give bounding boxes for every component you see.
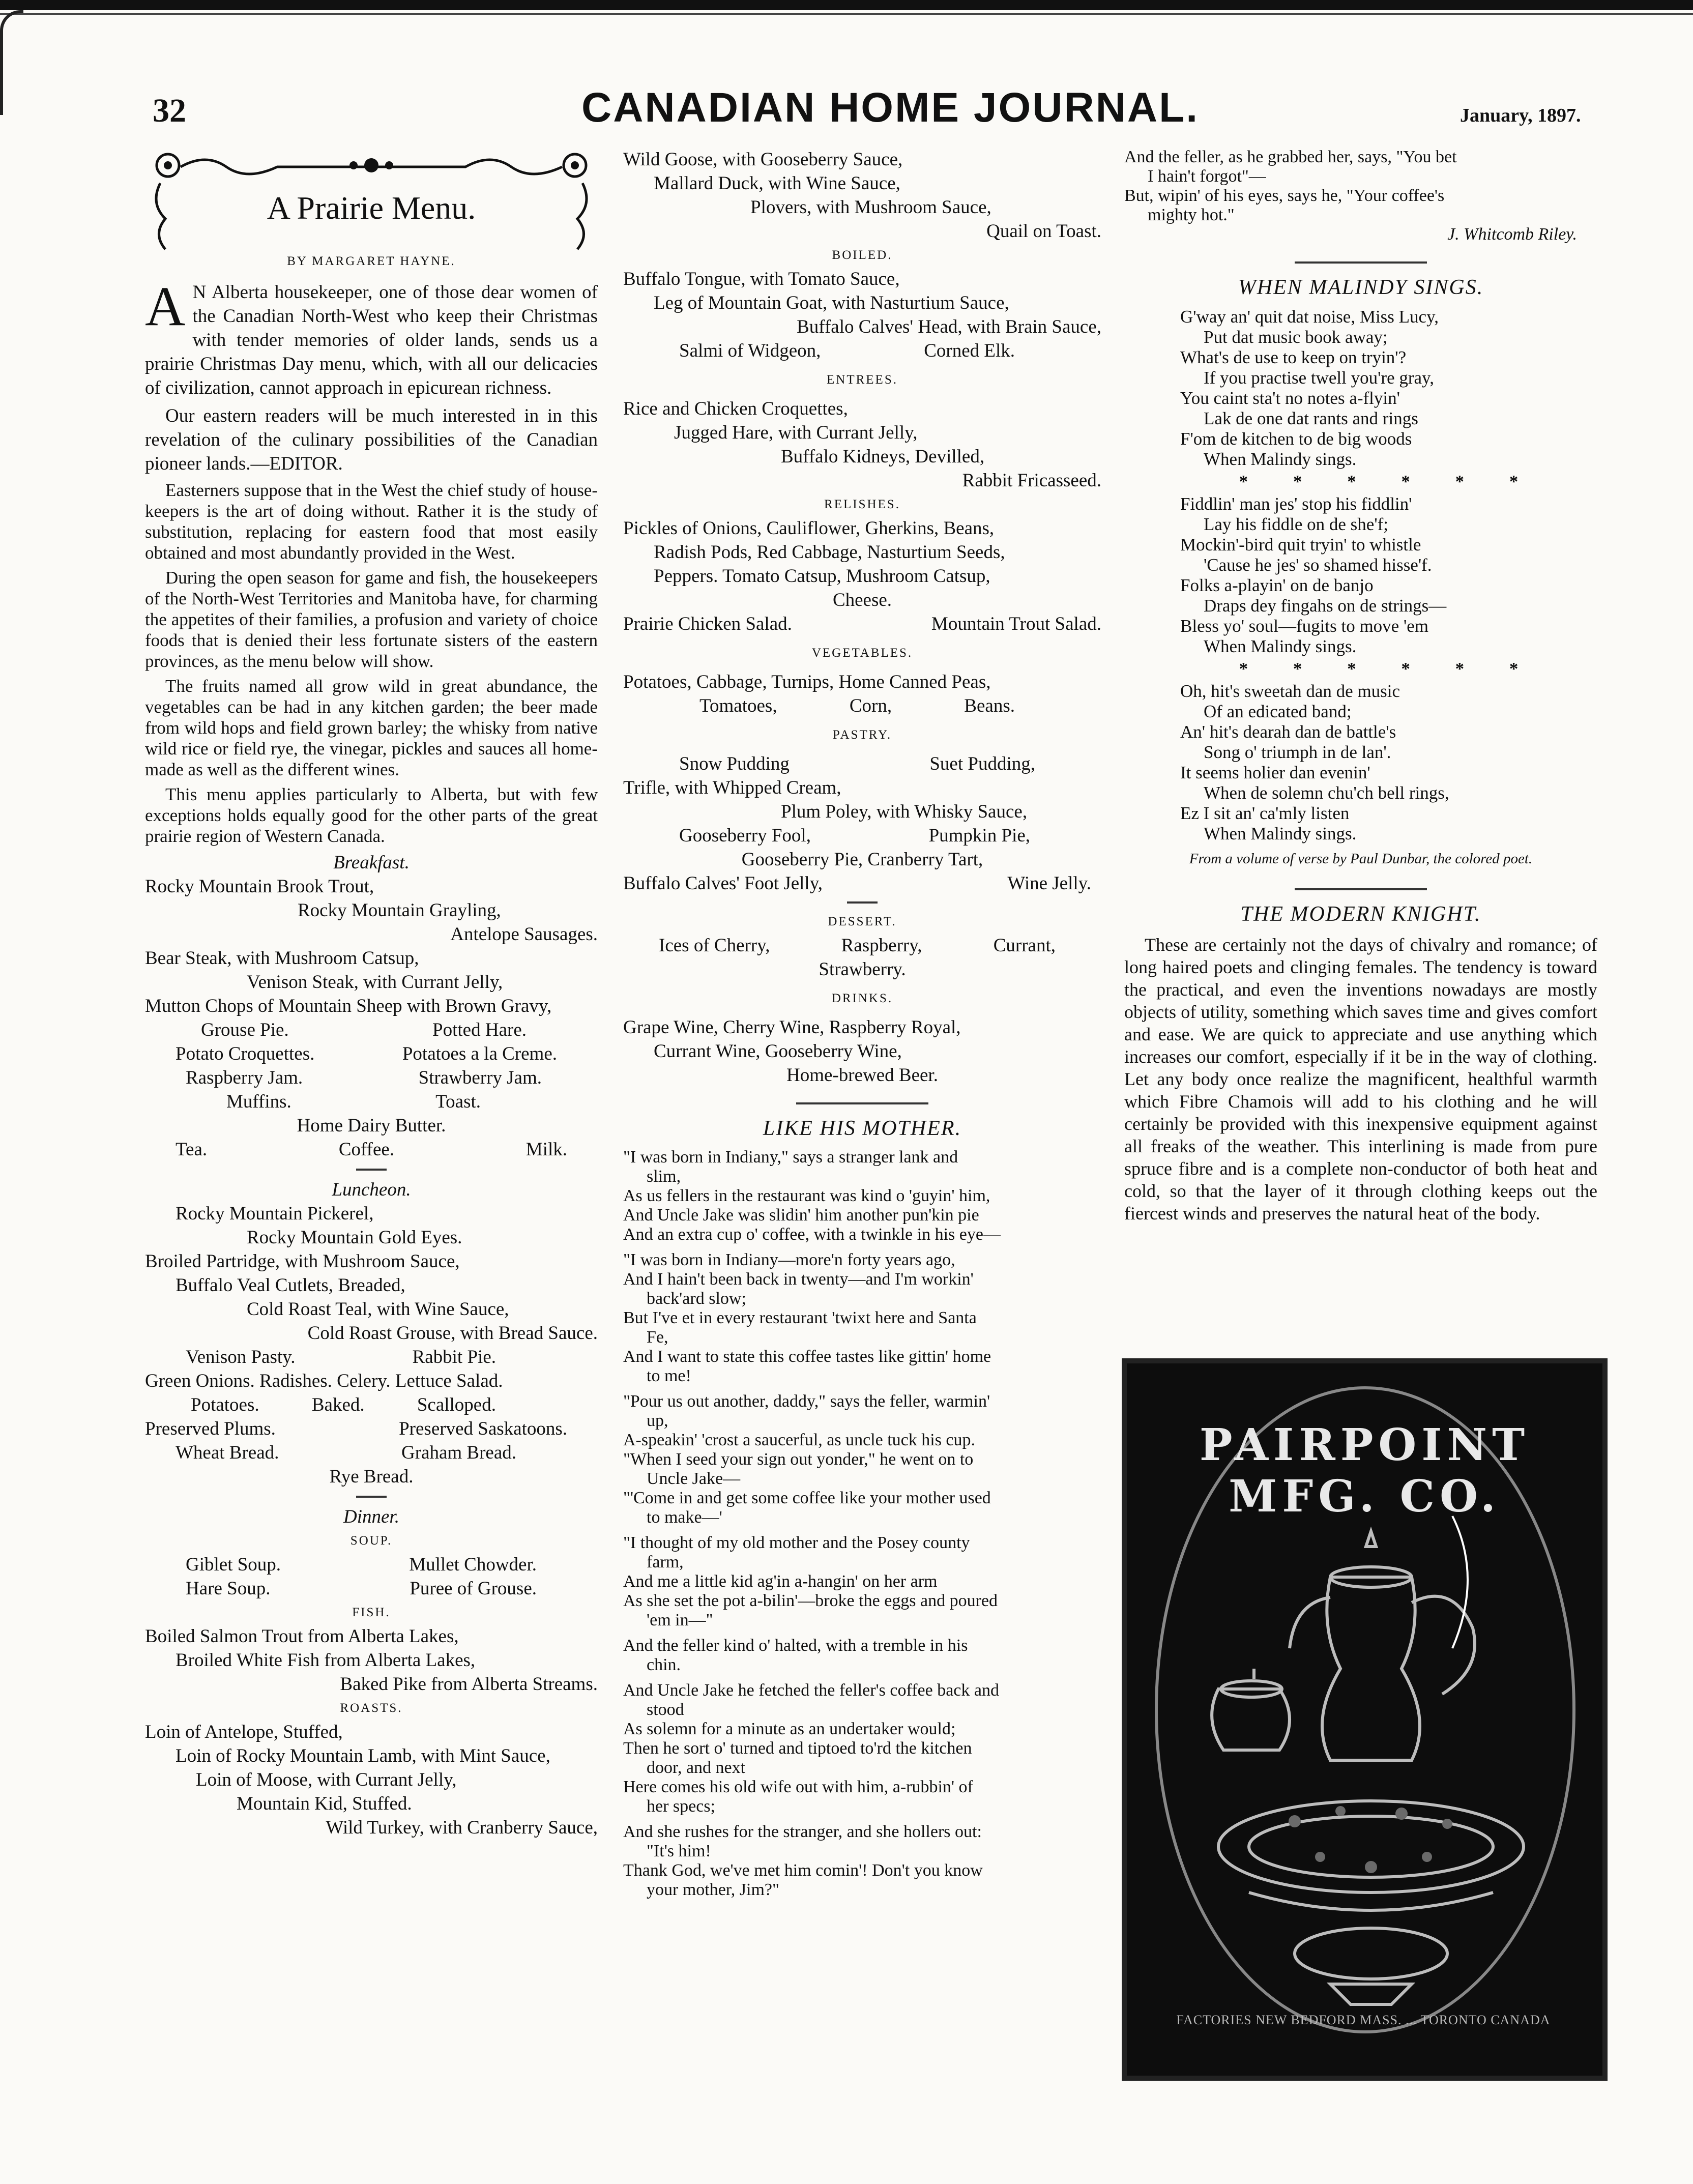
title-ornament — [145, 148, 598, 254]
issue-date: January, 1897. — [1460, 105, 1581, 126]
menu-line: Plum Poley, with Whisky Sauce, — [781, 801, 1028, 822]
menu-line: Bear Steak, with Mushroom Catsup, — [145, 948, 419, 969]
poem-line: Folks a-playin' on de banjo — [1180, 575, 1374, 595]
menu-line: Broiled White Fish from Alberta Lakes, — [176, 1650, 476, 1671]
menu-line: Broiled Partridge, with Mushroom Sauce, — [145, 1251, 460, 1272]
menu-line: Rocky Mountain Gold Eyes. — [247, 1227, 462, 1248]
poem-line: Uncle Jake— — [647, 1469, 741, 1488]
menu-item: Potatoes a la Creme. — [402, 1043, 557, 1064]
dinner-heading: Dinner. — [343, 1506, 399, 1527]
menu-item: Preserved Plums. — [145, 1418, 276, 1439]
poem-line: Then he sort o' turned and tiptoed to'rd the kitchen — [623, 1739, 972, 1758]
top-rule-thin — [0, 13, 1693, 15]
poem-line: An' hit's dearah dan de battle's — [1180, 722, 1396, 742]
top-rule — [0, 0, 1693, 10]
menu-line: Buffalo Calves' Head, with Brain Sauce, — [797, 316, 1101, 337]
menu-item: Salmi of Widgeon, — [679, 340, 821, 361]
stars-divider: * * * * * * — [1239, 659, 1539, 679]
menu-line: Antelope Sausages. — [450, 924, 598, 945]
divider — [1295, 261, 1427, 264]
menu-line: Plovers, with Mushroom Sauce, — [750, 197, 991, 218]
poem-line: And Uncle Jake was slidin' him another pun'kin pie — [623, 1206, 979, 1225]
menu-line — [623, 824, 1101, 848]
poem-line: And I want to state this coffee tastes like gittin' home — [623, 1347, 991, 1366]
menu-line: Rye Bread. — [329, 1466, 414, 1487]
drinks-heading: DRINKS. — [831, 992, 893, 1005]
menu-item: Muffins. — [226, 1091, 291, 1112]
menu-item: Prairie Chicken Salad. — [623, 614, 792, 634]
page-number: 32 — [153, 92, 186, 129]
menu-item: Currant, — [993, 935, 1056, 956]
vegetables-heading: VEGETABLES. — [811, 646, 913, 660]
menu-line — [145, 1042, 598, 1066]
poem-line: A-speakin' 'crost a saucerful, as uncle tuck his cup. — [623, 1431, 976, 1449]
menu-item: Giblet Soup. — [186, 1554, 281, 1575]
menu-line — [145, 1090, 598, 1114]
menu-line — [145, 1577, 598, 1600]
poem-line: 'Cause he jes' so shamed hisse'f. — [1204, 555, 1432, 575]
poem-line: F'om de kitchen to de big woods — [1180, 429, 1412, 449]
soup-heading: SOUP. — [350, 1534, 393, 1548]
poem-line: up, — [647, 1411, 668, 1430]
menu-line: Rocky Mountain Pickerel, — [176, 1203, 374, 1224]
menu-line: Cold Roast Teal, with Wine Sauce, — [247, 1299, 509, 1320]
poem-line: Fiddlin' man jes' stop his fiddlin' — [1180, 494, 1412, 514]
menu-item: Grouse Pie. — [201, 1020, 289, 1040]
poem-line: When de solemn chu'ch bell rings, — [1204, 783, 1449, 803]
menu-line: Home Dairy Butter. — [297, 1115, 446, 1136]
menu-line — [623, 934, 1101, 957]
journal-title: CANADIAN HOME JOURNAL. — [581, 84, 1199, 131]
poem-line: farm, — [647, 1553, 684, 1571]
menu-line: Rice and Chicken Croquettes, — [623, 398, 848, 419]
poem-line: And the feller kind o' halted, with a tremble in his — [623, 1636, 968, 1655]
menu-line: Trifle, with Whipped Cream, — [623, 777, 841, 798]
menu-line: Mountain Kid, Stuffed. — [237, 1793, 412, 1814]
menu-line: Pickles of Onions, Cauliflower, Gherkins, Beans, — [623, 518, 995, 539]
ad-footer: FACTORIES NEW BEDFORD MASS. ... TORONTO CANADA — [1176, 2013, 1551, 2027]
article-paragraph: The fruits named all grow wild in great abundance, the vegetables can be had in any kitchen garden; the beer made from wild hops and field grown barley; the whisky from native wild rice or field rye, the vinegar, pickles and sauces all home-made as well as the different wines. — [145, 676, 598, 779]
luncheon-heading: Luncheon. — [332, 1179, 411, 1200]
menu-item: Scalloped. — [417, 1394, 496, 1415]
poem-line: Put dat music book away; — [1204, 327, 1388, 347]
menu-line: Radish Pods, Red Cabbage, Nasturtium Seeds, — [654, 542, 1005, 563]
poem-line: mighty hot." — [1148, 206, 1235, 224]
menu-line — [145, 1553, 598, 1577]
poem-line: And the feller, as he grabbed her, says, "You bet — [1124, 148, 1457, 166]
article-paragraph: Easterners suppose that in the West the chief study of house-keepers is the art of doing without. Rather it is the study of substitution, replacing for eastern food that most easily obtained and most abundantly provided in the West. — [145, 480, 598, 563]
menu-line: Potatoes, Cabbage, Turnips, Home Canned Peas, — [623, 672, 991, 692]
menu-item: Baked. — [311, 1394, 365, 1415]
poem-line: And I hain't been back in twenty—and I'm workin' — [623, 1270, 974, 1289]
menu-item: Gooseberry Fool, — [679, 825, 811, 846]
poem-line: But, wipin' of his eyes, says he, "Your coffee's — [1124, 186, 1445, 205]
divider — [847, 901, 878, 904]
poem-line: your mother, Jim?" — [647, 1880, 779, 1899]
poem-line: slim, — [647, 1167, 681, 1186]
mother-poem — [623, 1148, 1101, 1900]
poem-line: "'Come in and get some coffee like your mother used — [623, 1489, 991, 1507]
article-paragraph: This menu applies particularly to Alberta, but with few exceptions holds equally good for the other parts of the great prairie region of Western Canada. — [145, 784, 598, 846]
poem-line: As solemn for a minute as an undertaker would; — [623, 1720, 956, 1738]
menu-line — [145, 1417, 598, 1441]
menu-line: Cold Roast Grouse, with Bread Sauce. — [307, 1323, 598, 1344]
menu-item: Potatoes. — [191, 1394, 259, 1415]
menu-item: Coffee. — [338, 1139, 395, 1160]
mother-poem-end — [1124, 148, 1597, 244]
stars-divider: * * * * * * — [1239, 472, 1539, 491]
divider — [1295, 888, 1427, 890]
poem-line: "I thought of my old mother and the Posey county — [623, 1533, 970, 1552]
column-1 — [145, 148, 598, 1840]
poem-line: G'way an' quit dat noise, Miss Lucy, — [1180, 307, 1439, 327]
breakfast-heading: Breakfast. — [333, 852, 410, 873]
menu-line: Boiled Salmon Trout from Alberta Lakes, — [145, 1626, 459, 1647]
menu-line: Baked Pike from Alberta Streams. — [340, 1674, 598, 1695]
menu-line — [623, 871, 1101, 895]
menu-line: Loin of Rocky Mountain Lamb, with Mint Sauce, — [176, 1745, 550, 1766]
intro-text: N Alberta housekeeper, one of those dear women of the Canadian North-West who keep their Christmas with tender memories of older lands, sends us a prairie Christmas Day menu, which, with all our delicacies of civilization, cannot approach in epicurean richness. — [145, 282, 598, 398]
menu-line — [145, 1441, 598, 1465]
poem-line: to me! — [647, 1366, 691, 1385]
poem-line: Mockin'-bird quit tryin' to whistle — [1180, 535, 1421, 555]
menu-line: Green Onions. Radishes. Celery. Lettuce Salad. — [145, 1371, 503, 1391]
menu-line — [145, 1345, 598, 1369]
menu-line: Grape Wine, Cherry Wine, Raspberry Royal, — [623, 1017, 961, 1038]
menu-line: Wild Goose, with Gooseberry Sauce, — [623, 149, 903, 170]
menu-item: Strawberry Jam. — [418, 1067, 542, 1088]
menu-item: Venison Pasty. — [186, 1347, 296, 1367]
poem-line: Fe, — [647, 1328, 668, 1347]
menu-line — [145, 1018, 598, 1042]
poem-line: door, and next — [647, 1758, 746, 1777]
poem-line: And she rushes for the stranger, and she hollers out: — [623, 1822, 982, 1841]
menu-line: Venison Steak, with Currant Jelly, — [247, 972, 503, 993]
menu-line: Home-brewed Beer. — [786, 1065, 938, 1086]
poem-source: From a volume of verse by Paul Dunbar, the colored poet. — [1189, 851, 1533, 867]
poem-line: What's de use to keep on tryin'? — [1180, 347, 1407, 367]
ad-brand: PAIRPOINT MFG. CO. — [1199, 1419, 1530, 1522]
menu-line: Loin of Moose, with Currant Jelly, — [196, 1769, 457, 1790]
malindy-poem-title: WHEN MALINDY SINGS. — [1238, 276, 1484, 299]
menu-line — [623, 752, 1101, 776]
poem-line: Lak de one dat rants and rings — [1204, 409, 1418, 428]
menu-item: Puree of Grouse. — [410, 1578, 537, 1599]
menu-item: Suet Pudding, — [929, 753, 1035, 774]
poem-line: When Malindy sings. — [1204, 449, 1357, 469]
divider — [356, 1496, 387, 1498]
article-paragraph: During the open season for game and fish, the housekeepers of the North-West Territories and Manitoba have, for charming the appetites of their families, a profusion and variety of choice foods that is denied their less fortunate sisters of the eastern provinces, as the menu below will show. — [145, 568, 598, 671]
poem-line: And me a little kid ag'in a-hangin' on her arm — [623, 1572, 938, 1591]
malindy-poem — [1124, 307, 1597, 844]
menu-item: Milk. — [526, 1139, 567, 1160]
knight-body: These are certainly not the days of chivalry and romance; of long haired poets and clinging females. The tendency is toward the practical, and even the inventions nowadays are mostly objects of utility, something which saves time and gives comfort and ease. We are quick to appreciate and use anything which increases our comfort, especially if it be in the way of clothing. Let any body once realize the magnificent, healthful warmth which Fibre Chamois will add to his clothing and he will certainly be provided with this inexpensive equipment against all freaks of the weather. This interlining is made from pure spruce fibre and is a complete non-conductor of both heat and cold, so that the layer of it through clothing keeps out the fiercest winds and preserves the natural heat of the body. — [1124, 935, 1597, 1224]
menu-line: Gooseberry Pie, Cranberry Tart, — [741, 849, 983, 870]
menu-item: Corned Elk. — [924, 340, 1015, 361]
menu-item: Beans. — [964, 695, 1015, 716]
poem-line: And Uncle Jake he fetched the feller's coffee back and — [623, 1681, 999, 1700]
poem-line: When Malindy sings. — [1204, 636, 1357, 656]
poem-line: back'ard slow; — [647, 1289, 746, 1308]
menu-line: Buffalo Veal Cutlets, Breaded, — [176, 1275, 405, 1296]
relishes-heading: RELISHES. — [824, 498, 900, 511]
menu-item: Potted Hare. — [432, 1020, 527, 1040]
drop-cap: A — [145, 275, 186, 337]
roasts-heading: ROASTS. — [340, 1701, 403, 1715]
silverware-illustration-icon — [1127, 1363, 1602, 2076]
poem-line: As she set the pot a-bilin'—broke the eggs and poured — [623, 1591, 998, 1610]
dessert-heading: DESSERT. — [828, 915, 897, 928]
article-title: A Prairie Menu. — [267, 190, 476, 226]
menu-line: Peppers. Tomato Catsup, Mushroom Catsup, — [654, 566, 990, 587]
poem-line: Of an edicated band; — [1204, 702, 1352, 721]
poem-line: "I was born in Indiany," says a stranger lank and — [623, 1148, 958, 1167]
menu-line: Jugged Hare, with Currant Jelly, — [674, 422, 918, 443]
poem-line: to make—' — [647, 1508, 722, 1527]
divider — [356, 1169, 387, 1171]
poem-line: I hain't forgot"— — [1148, 167, 1266, 186]
knight-title: THE MODERN KNIGHT. — [1240, 902, 1481, 926]
poem-author: J. Whitcomb Riley. — [1447, 225, 1577, 244]
poem-line: Thank God, we've met him comin'! Don't you know — [623, 1861, 983, 1880]
menu-item: Pumpkin Pie, — [928, 825, 1030, 846]
menu-line: Rabbit Fricasseed. — [962, 470, 1101, 491]
menu-line: Buffalo Kidneys, Devilled, — [781, 446, 985, 467]
menu-line: Strawberry. — [819, 959, 906, 980]
poem-line: "It's him! — [647, 1842, 711, 1860]
poem-line: stood — [647, 1700, 684, 1719]
menu-line: Rocky Mountain Grayling, — [298, 900, 501, 921]
poem-line: Ez I sit an' ca'mly listen — [1180, 803, 1350, 823]
poem-line: Lay his fiddle on de she'f; — [1204, 514, 1389, 534]
menu-line: Mallard Duck, with Wine Sauce, — [654, 173, 900, 194]
menu-line: Cheese. — [832, 590, 892, 610]
menu-line — [145, 1138, 598, 1161]
column-3 — [1124, 148, 1597, 1229]
menu-line: Buffalo Tongue, with Tomato Sauce, — [623, 269, 900, 289]
byline: BY MARGARET HAYNE. — [287, 254, 456, 268]
poem-line: You caint sta't no notes a-flyin' — [1180, 388, 1400, 408]
poem-line: "Pour us out another, daddy," says the feller, warmin' — [623, 1392, 990, 1411]
menu-item: Hare Soup. — [186, 1578, 271, 1599]
entrees-heading: ENTREES. — [827, 373, 898, 387]
mother-poem-title: LIKE HIS MOTHER. — [763, 1117, 962, 1140]
menu-item: Tomatoes, — [699, 695, 777, 716]
menu-item: Raspberry, — [841, 935, 922, 956]
poem-line: Oh, hit's sweetah dan de music — [1180, 681, 1400, 701]
menu-line: Mutton Chops of Mountain Sheep with Brown Gravy, — [145, 996, 552, 1016]
pairpoint-advertisement — [1122, 1358, 1608, 2081]
menu-line — [145, 1393, 598, 1417]
intro-paragraph — [145, 275, 598, 400]
menu-line — [623, 612, 1101, 636]
poem-line: Here comes his old wife out with him, a-rubbin' of — [623, 1778, 973, 1796]
menu-item: Rabbit Pie. — [412, 1347, 496, 1367]
editor-note: Our eastern readers will be much interested in in this revelation of the culinary possibilities of the Canadian pioneer lands.—EDITOR. — [145, 405, 598, 474]
pastry-heading: PASTRY. — [832, 728, 892, 742]
menu-line: Wild Turkey, with Cranberry Sauce, — [326, 1817, 598, 1838]
poem-line: her specs; — [647, 1797, 716, 1816]
poem-line: "When I seed your sign out yonder," he went on to — [623, 1450, 974, 1469]
menu-line: Loin of Antelope, Stuffed, — [145, 1722, 343, 1742]
menu-item: Mountain Trout Salad. — [931, 614, 1101, 634]
menu-item: Mullet Chowder. — [409, 1554, 537, 1575]
menu-item: Toast. — [435, 1091, 481, 1112]
boiled-heading: BOILED. — [832, 248, 893, 262]
menu-line — [623, 694, 1101, 718]
menu-line — [145, 1066, 598, 1090]
fish-heading: FISH. — [352, 1606, 391, 1619]
menu-item: Potato Croquettes. — [176, 1043, 315, 1064]
page-edge-curl — [0, 10, 23, 115]
poem-line: 'em in—" — [647, 1611, 713, 1629]
menu-line: Quail on Toast. — [986, 221, 1101, 242]
menu-item: Buffalo Calves' Foot Jelly, — [623, 873, 823, 894]
menu-item: Corn, — [849, 695, 892, 716]
poem-line: Song o' triumph in de lan'. — [1204, 742, 1391, 762]
menu-item: Tea. — [176, 1139, 208, 1160]
menu-item: Preserved Saskatoons. — [399, 1418, 567, 1439]
poem-line: As us fellers in the restaurant was kind o 'guyin' him, — [623, 1186, 990, 1205]
menu-item: Wheat Bread. — [176, 1442, 279, 1463]
menu-line: Rocky Mountain Brook Trout, — [145, 876, 374, 897]
menu-item: Graham Bread. — [401, 1442, 516, 1463]
poem-line: If you practise twell you're gray, — [1204, 368, 1435, 388]
column-2 — [623, 148, 1101, 1900]
poem-line: When Malindy sings. — [1204, 824, 1357, 843]
menu-line: Leg of Mountain Goat, with Nasturtium Sauce, — [654, 293, 1009, 313]
menu-line — [623, 339, 1101, 363]
poem-line: chin. — [647, 1655, 681, 1674]
divider — [796, 1102, 928, 1104]
menu-item: Raspberry Jam. — [186, 1067, 303, 1088]
poem-line: But I've et in every restaurant 'twixt here and Santa — [623, 1308, 977, 1327]
menu-item: Snow Pudding — [679, 753, 790, 774]
poem-line: And an extra cup o' coffee, with a twinkle in his eye— — [623, 1225, 1001, 1244]
poem-line: Bless yo' soul—fugits to move 'em — [1180, 616, 1429, 636]
poem-line: "I was born in Indiany—more'n forty years ago, — [623, 1250, 955, 1269]
menu-item: Wine Jelly. — [1007, 873, 1091, 894]
poem-line: It seems holier dan evenin' — [1180, 763, 1370, 782]
poem-line: Draps dey fingahs on de strings— — [1204, 596, 1447, 616]
menu-item: Ices of Cherry, — [659, 935, 770, 956]
menu-line: Currant Wine, Gooseberry Wine, — [654, 1041, 902, 1062]
